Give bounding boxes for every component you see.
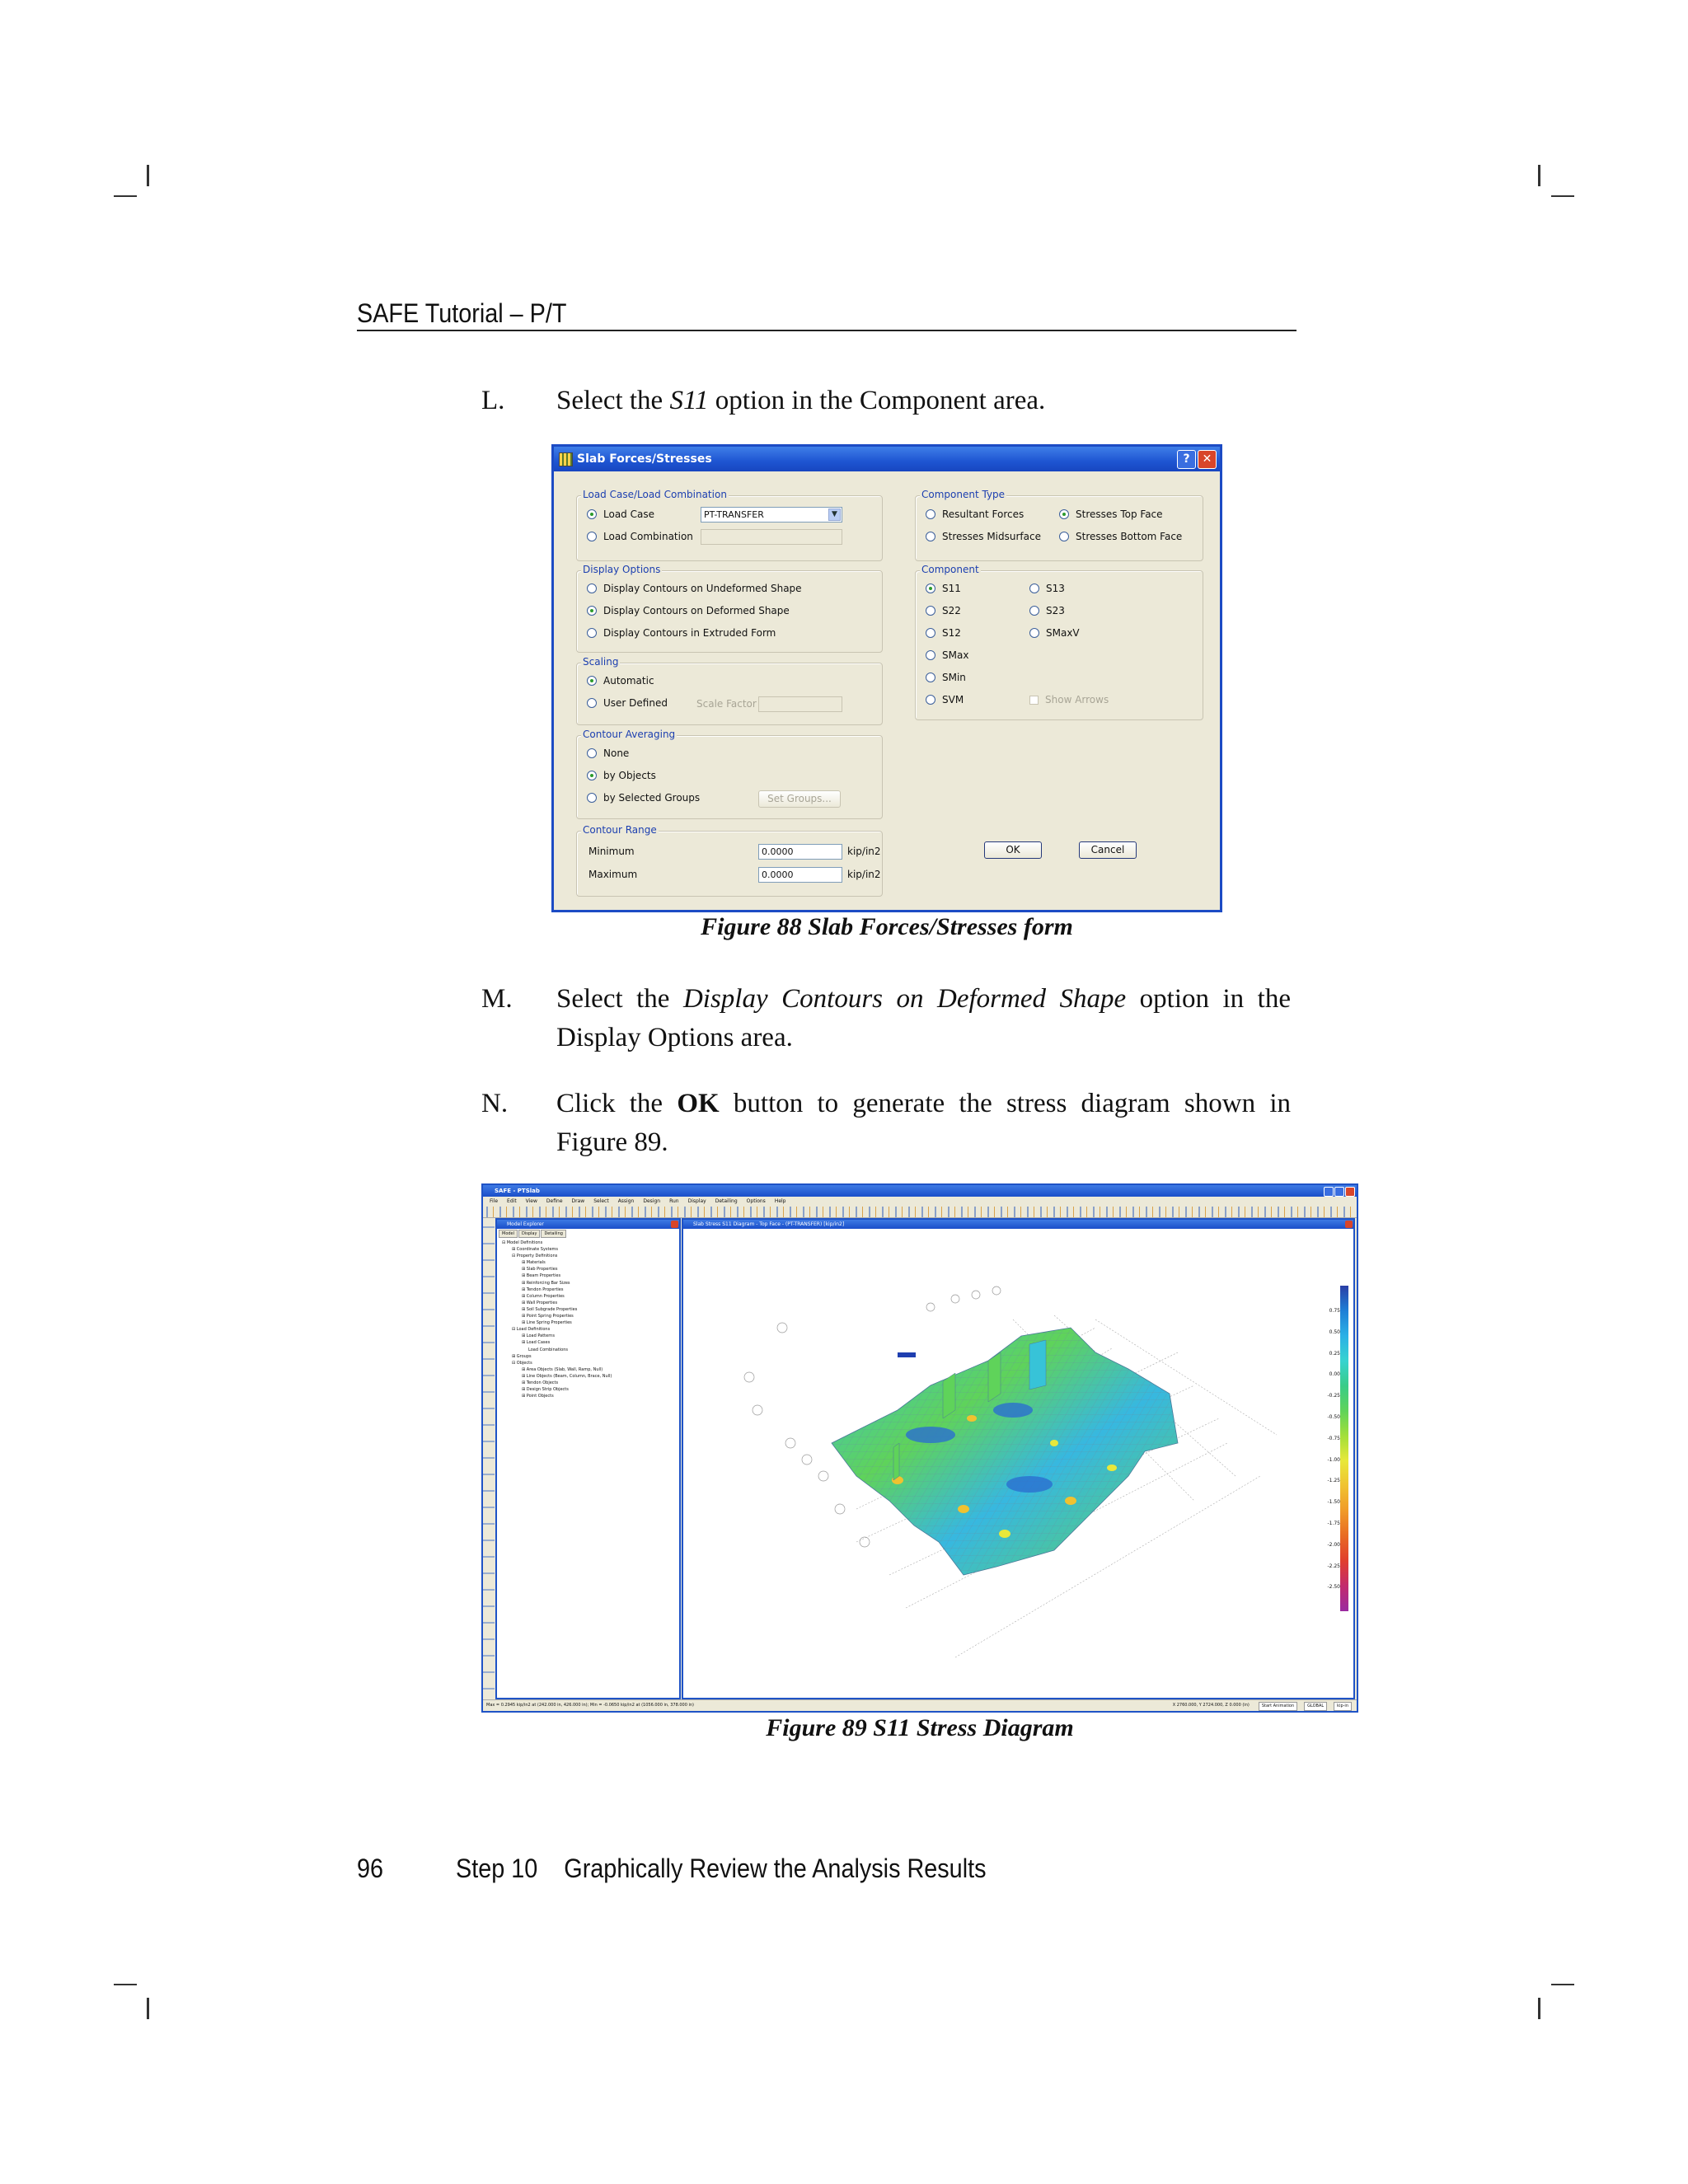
step-text: Click the [556, 1089, 678, 1118]
by-groups-radio[interactable]: by Selected Groups [587, 792, 700, 804]
step-label: N. [481, 1089, 509, 1118]
step-m [481, 980, 1291, 1059]
legend-label: -0.75 [1327, 1435, 1340, 1441]
menu-bar [483, 1197, 1357, 1207]
crop-mark [1551, 195, 1574, 197]
load-case-radio[interactable]: Load Case [587, 509, 654, 520]
stresses-midsurface-radio[interactable]: Stresses Midsurface [926, 531, 1041, 542]
menu-display[interactable]: Display [687, 1198, 706, 1204]
component-smax-radio[interactable]: SMax [926, 649, 968, 661]
crop-mark [1538, 165, 1540, 186]
model-explorer-pane [495, 1218, 681, 1699]
group-title: Load Case/Load Combination [583, 489, 727, 500]
menu-detailing[interactable]: Detailing [715, 1198, 738, 1204]
tree-item[interactable]: ⊞ Load Cases [522, 1340, 551, 1346]
step-label: L. [481, 386, 505, 415]
legend-label: -2.00 [1327, 1541, 1340, 1548]
crop-mark [1538, 1998, 1540, 2019]
tree-item[interactable]: ⊟ Property Definitions [512, 1254, 558, 1259]
unit-label: kip/in2 [847, 846, 881, 857]
close-icon[interactable] [1345, 1187, 1355, 1197]
ok-button[interactable]: OK [984, 841, 1042, 859]
tree-item[interactable]: ⊞ Line Objects (Beam, Column, Brace, Null) [522, 1373, 612, 1379]
maximum-label: Maximum [588, 869, 638, 880]
display-options-group [576, 564, 883, 653]
automatic-radio[interactable]: Automatic [587, 675, 654, 687]
status-max-min: Max = 0.2945 kip/in2 at (242.000 in, 426.000 in); Min = -0.0650 kip/in2 at (1056.000 in, 378.000 in) [486, 1703, 694, 1708]
legend-label: -0.25 [1327, 1393, 1340, 1399]
load-combination-radio[interactable]: Load Combination [587, 531, 693, 542]
contour-averaging-group [576, 729, 883, 819]
unit-label: kip/in2 [847, 869, 881, 880]
load-case-dropdown[interactable]: PT-TRANSFER ▼ [701, 507, 842, 523]
resultant-forces-radio[interactable]: Resultant Forces [926, 509, 1024, 520]
legend-label: 0.25 [1329, 1350, 1340, 1357]
user-defined-radio[interactable]: User Defined [587, 697, 668, 709]
page-number: 96 [357, 1854, 384, 1883]
toolbar[interactable] [483, 1207, 1357, 1218]
menu-design[interactable]: Design [643, 1198, 661, 1204]
undeformed-radio[interactable]: Display Contours on Undeformed Shape [587, 583, 802, 594]
menu-file[interactable]: File [490, 1198, 499, 1204]
chevron-down-icon: ▼ [828, 509, 841, 521]
tree-item[interactable]: ⊞ Point Spring Properties [522, 1314, 574, 1319]
maximum-input[interactable]: 0.0000 [758, 867, 842, 883]
step-text: option in the Component area. [708, 386, 1046, 415]
legend-labels [1320, 1301, 1340, 1598]
crop-mark [1551, 1984, 1574, 1985]
maximize-icon[interactable] [1334, 1187, 1344, 1197]
crop-mark [114, 1984, 137, 1985]
step-n [481, 1085, 1291, 1164]
step-text: option in the Display Options area. [556, 984, 1291, 1052]
deformed-radio[interactable]: Display Contours on Deformed Shape [587, 605, 790, 616]
legend-label: -1.50 [1327, 1499, 1340, 1506]
tree-item[interactable]: ⊞ Load Patterns [522, 1333, 555, 1339]
tree-item[interactable]: ⊞ Design Strip Objects [522, 1387, 569, 1393]
status-bar [483, 1699, 1357, 1711]
units-dropdown[interactable]: kip-in [1334, 1702, 1352, 1711]
component-s22-radio[interactable]: S22 [926, 605, 961, 616]
group-title: Contour Averaging [583, 729, 676, 740]
stresses-bottom-face-radio[interactable]: Stresses Bottom Face [1059, 531, 1182, 542]
menu-define[interactable]: Define [546, 1198, 563, 1204]
legend-label: -1.00 [1327, 1456, 1340, 1463]
tree-item[interactable]: ⊞ Reinforcing Bar Sizes [522, 1280, 570, 1286]
tab-display[interactable]: Display [518, 1230, 540, 1238]
menu-run[interactable]: Run [669, 1198, 679, 1204]
menu-options[interactable]: Options [746, 1198, 766, 1204]
close-icon[interactable] [671, 1221, 678, 1228]
status-coordinates: X 2760.000, Y 2724.000, Z 0.000 (in) [1172, 1703, 1250, 1708]
explorer-tabs [499, 1230, 566, 1238]
legend-label: 0.75 [1329, 1308, 1340, 1314]
radio-selected [587, 509, 597, 519]
step-l [481, 382, 1291, 423]
extruded-radio[interactable]: Display Contours in Extruded Form [587, 627, 776, 639]
tree-item[interactable]: ⊞ Materials [522, 1260, 546, 1266]
component-s13-radio[interactable]: S13 [1029, 583, 1065, 594]
crop-mark [114, 195, 137, 197]
menu-assign[interactable]: Assign [617, 1198, 635, 1204]
set-groups-button[interactable]: Set Groups... [758, 790, 841, 808]
component-s11-radio[interactable]: S11 [926, 583, 961, 594]
tree-item[interactable]: ⊞ Slab Properties [522, 1267, 558, 1272]
component-smin-radio[interactable]: SMin [926, 672, 966, 683]
component-smaxv-radio[interactable]: SMaxV [1029, 627, 1080, 639]
menu-view[interactable]: View [525, 1198, 537, 1204]
menu-select[interactable]: Select [593, 1198, 609, 1204]
stresses-top-face-radio[interactable]: Stresses Top Face [1059, 509, 1163, 520]
by-objects-radio[interactable]: by Objects [587, 770, 656, 781]
load-combination-dropdown[interactable] [701, 529, 842, 545]
tree-item[interactable]: ⊟ Model Definitions [502, 1240, 543, 1245]
legend-label: -1.25 [1327, 1478, 1340, 1484]
crop-mark [147, 165, 149, 186]
contour-range-group [576, 824, 883, 897]
tab-detailing[interactable]: Detailing [541, 1230, 565, 1238]
component-s23-radio[interactable]: S23 [1029, 605, 1065, 616]
legend-label: -0.50 [1327, 1413, 1340, 1420]
none-radio[interactable]: None [587, 748, 629, 759]
tree-item[interactable]: ⊞ Tendon Objects [522, 1380, 559, 1385]
tree-item[interactable]: ⊞ Groups [512, 1353, 532, 1359]
figure-89-caption: Figure 89 S11 Stress Diagram [766, 1714, 1074, 1741]
legend-label: 0.50 [1329, 1329, 1340, 1335]
tree-item[interactable]: ⊞ Soil Subgrade Properties [522, 1306, 578, 1312]
start-animation-button[interactable]: Start Animation [1259, 1702, 1297, 1711]
step-label: M. [481, 984, 513, 1014]
component-svm-radio[interactable]: SVM [926, 694, 964, 705]
step-text: Select the [556, 984, 683, 1014]
legend-label: -2.25 [1327, 1563, 1340, 1569]
close-icon[interactable]: ✕ [1198, 450, 1217, 469]
group-title: Display Options [583, 564, 661, 575]
side-toolbar[interactable] [483, 1218, 495, 1699]
view-title: Slab Stress S11 Diagram - Top Face - (PT-TRANSFER) [kip/in2] [693, 1221, 845, 1227]
tree-item[interactable]: ⊞ Tendon Properties [522, 1286, 564, 1292]
minimum-input[interactable]: 0.0000 [758, 844, 842, 860]
running-header: SAFE Tutorial – P/T [357, 298, 567, 328]
component-type-group [915, 489, 1203, 561]
scaling-group [576, 656, 883, 725]
legend-label: -1.75 [1327, 1520, 1340, 1526]
color-legend [1320, 1286, 1353, 1611]
minimize-icon[interactable] [1324, 1187, 1334, 1197]
component-s12-radio[interactable]: S12 [926, 627, 961, 639]
slab-forces-stresses-dialog [551, 444, 1222, 912]
group-title: Component Type [921, 489, 1006, 500]
tree-item[interactable]: ⊞ Wall Properties [522, 1300, 558, 1305]
menu-edit[interactable]: Edit [507, 1198, 517, 1204]
tree-item[interactable]: ⊞ Column Properties [522, 1293, 565, 1299]
menu-draw[interactable]: Draw [571, 1198, 585, 1204]
help-button[interactable]: ? [1177, 450, 1196, 469]
step-emphasis: S11 [669, 386, 709, 415]
dialog-title-bar [554, 447, 1220, 471]
tree-item[interactable]: ⊟ Load Definitions [512, 1327, 551, 1333]
explorer-title: Model Explorer [507, 1221, 544, 1227]
menu-help[interactable]: Help [774, 1198, 786, 1204]
dialog-title: Slab Forces/Stresses [577, 452, 712, 466]
footer-section: Step 10 Graphically Review the Analysis Results [456, 1854, 987, 1883]
scale-factor-label: Scale Factor [696, 698, 757, 710]
tree-item[interactable]: ⊞ Beam Properties [522, 1273, 561, 1279]
scale-factor-input[interactable] [758, 696, 842, 712]
window-title-bar [483, 1185, 1357, 1197]
legend-bar [1340, 1286, 1348, 1611]
group-title: Component [921, 564, 979, 575]
tree-item[interactable]: Load Combinations [528, 1347, 568, 1352]
model-tree [500, 1240, 612, 1399]
tree-item[interactable]: ⊞ Point Objects [522, 1394, 554, 1399]
tree-item[interactable]: ⊞ Area Objects (Slab, Wall, Ramp, Null) [522, 1366, 603, 1372]
show-arrows-checkbox[interactable]: Show Arrows [1029, 694, 1109, 705]
stress-diagram-view[interactable] [682, 1218, 1355, 1699]
group-title: Scaling [583, 656, 619, 668]
figure-88-caption: Figure 88 Slab Forces/Stresses form [701, 913, 1073, 940]
legend-label: 0.00 [1329, 1371, 1340, 1378]
coordinate-system-dropdown[interactable]: GLOBAL [1304, 1702, 1327, 1711]
safe-main-window [481, 1183, 1358, 1713]
tree-item[interactable]: ⊞ Line Spring Properties [522, 1320, 572, 1326]
step-text: button to generate the stress diagram shown in Figure 89. [556, 1089, 1291, 1157]
safe-app-icon [559, 452, 573, 466]
tree-item[interactable]: ⊞ Coordinate Systems [512, 1247, 559, 1253]
crop-mark [147, 1998, 149, 2019]
close-icon[interactable] [1345, 1221, 1353, 1228]
load-case-group [576, 489, 883, 561]
minimum-label: Minimum [588, 846, 635, 857]
legend-label: -2.50 [1327, 1584, 1340, 1591]
step-text: Select the [556, 386, 670, 415]
cancel-button[interactable]: Cancel [1079, 841, 1137, 859]
tab-model[interactable]: Model [499, 1230, 518, 1238]
slab-stress-contour-plot [683, 1229, 1357, 1690]
window-title: SAFE - PTSlab [495, 1188, 540, 1194]
header-rule [357, 330, 1296, 331]
component-group [915, 564, 1203, 720]
step-emphasis: Display Contours on Deformed Shape [682, 984, 1127, 1014]
tree-item[interactable]: ⊟ Objects [512, 1360, 532, 1366]
group-title: Contour Range [583, 824, 657, 836]
step-strong: OK [677, 1089, 720, 1118]
